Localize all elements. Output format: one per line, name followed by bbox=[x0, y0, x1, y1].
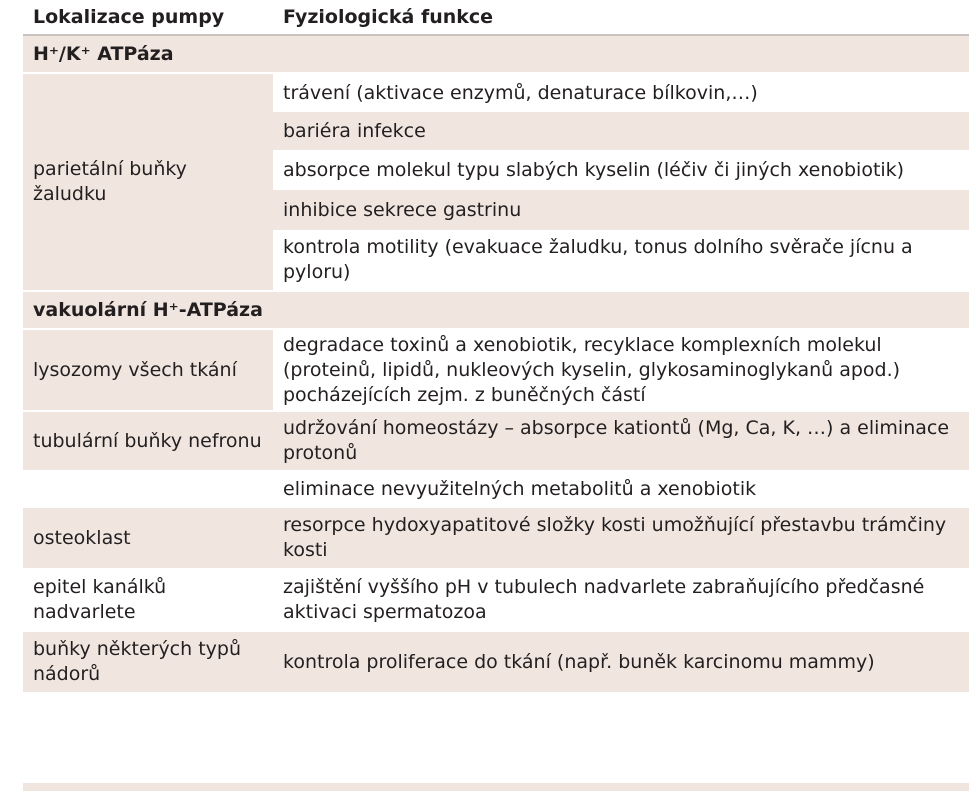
table-row bbox=[23, 631, 969, 692]
table-row bbox=[23, 508, 969, 569]
location-cell: epitel kanálků nadvarlete bbox=[23, 569, 273, 631]
table-bottom-band bbox=[23, 783, 969, 791]
column-header-location: Lokalizace pumpy bbox=[23, 0, 273, 35]
function-cell: kontrola proliferace do tkání (např. buněk karcinomu mammy) bbox=[273, 631, 969, 692]
location-cell bbox=[23, 470, 273, 508]
location-cell: osteoklast bbox=[23, 508, 273, 569]
table-row bbox=[23, 411, 969, 470]
table-row bbox=[23, 470, 969, 508]
table-row bbox=[23, 569, 969, 631]
section-title: vakuolární H⁺-ATPáza bbox=[23, 291, 969, 329]
column-header-function: Fyziologická funkce bbox=[273, 0, 969, 35]
function-cell: resorpce hydoxyapatitové složky kosti umožňující přestavbu trámčiny kosti bbox=[273, 508, 969, 569]
section-row-vacuolar-atpase bbox=[23, 291, 969, 329]
location-cell: tubulární buňky nefronu bbox=[23, 411, 273, 470]
function-cell: eliminace nevyužitelných metabolitů a xenobiotik bbox=[273, 470, 969, 508]
header-row bbox=[23, 0, 969, 35]
section-title: H⁺/K⁺ ATPáza bbox=[23, 35, 969, 73]
function-cell: trávení (aktivace enzymů, denaturace bílkovin,…) bbox=[273, 73, 969, 112]
location-cell: parietální buňky žaludku bbox=[23, 73, 273, 291]
table-row bbox=[23, 329, 969, 411]
function-cell: zajištění vyššího pH v tubulech nadvarlete zabraňujícího předčasné aktivaci spermatozoa bbox=[273, 569, 969, 631]
table-row bbox=[23, 73, 969, 112]
function-cell: degradace toxinů a xenobiotik, recyklace komplexních molekul (proteinů, lipidů, nukleových kyselin, glykosaminoglykanů apod.) pocházejících zejm. z buněčných částí bbox=[273, 329, 969, 411]
location-cell: lysozomy všech tkání bbox=[23, 329, 273, 411]
function-cell: inhibice sekrece gastrinu bbox=[273, 190, 969, 230]
location-cell: buňky některých typů nádorů bbox=[23, 631, 273, 692]
section-row-hk-atpase bbox=[23, 35, 969, 73]
function-cell: udržování homeostázy – absorpce kationtů (Mg, Ca, K, …) a eliminace protonů bbox=[273, 411, 969, 470]
function-cell: bariéra infekce bbox=[273, 112, 969, 150]
pump-function-table bbox=[23, 0, 969, 692]
function-cell: kontrola motility (evakuace žaludku, tonus dolního svěrače jícnu a pyloru) bbox=[273, 230, 969, 291]
function-cell: absorpce molekul typu slabých kyselin (léčiv či jiných xenobiotik) bbox=[273, 150, 969, 190]
